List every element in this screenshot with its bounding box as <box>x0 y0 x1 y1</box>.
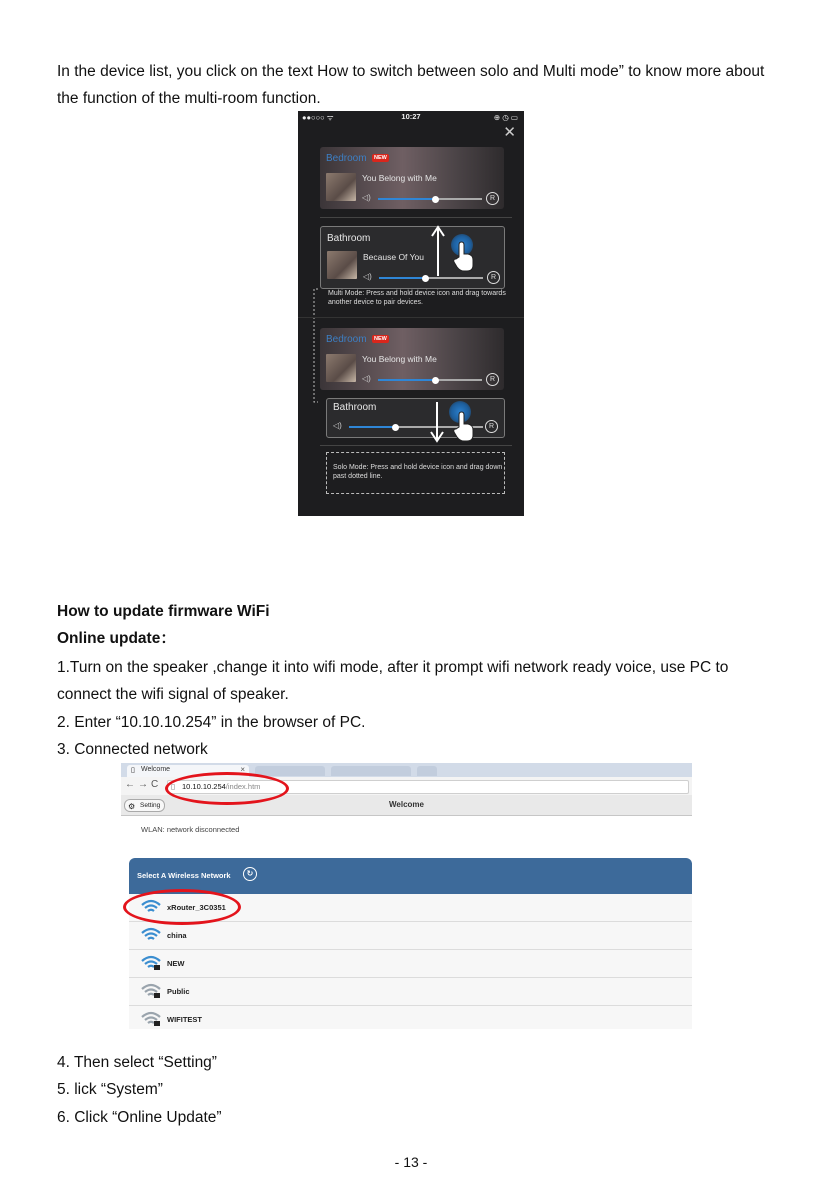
volume-knob[interactable] <box>422 275 429 282</box>
volume-slider[interactable] <box>379 277 483 279</box>
device-name: Bathroom <box>327 233 371 244</box>
url-highlight-ring <box>165 772 289 805</box>
volume-knob[interactable] <box>392 424 399 431</box>
close-tab-icon[interactable]: × <box>240 765 245 774</box>
device-name: Bedroom <box>326 334 367 345</box>
device-card-bathroom-solo[interactable] <box>326 398 505 438</box>
album-thumbnail <box>326 173 356 201</box>
new-tab-button[interactable] <box>417 766 437 776</box>
network-name: NEW <box>167 959 185 968</box>
volume-knob[interactable] <box>432 196 439 203</box>
section-subtitle: Online update： <box>57 630 176 647</box>
battery-icon: ⊕ ◷ ▭ <box>493 113 518 122</box>
hand-pointer-icon <box>452 241 478 273</box>
page-icon: ▯ <box>171 782 176 791</box>
network-row[interactable] <box>129 922 692 950</box>
step-1: 1.Turn on the speaker ,change it into wifi mode, after it prompt wifi network ready voice, use PC to connect the wifi signal of speaker. <box>57 659 729 703</box>
remote-icon[interactable]: R <box>487 271 500 284</box>
volume-slider[interactable] <box>378 379 482 381</box>
network-row[interactable] <box>129 950 692 978</box>
wlan-status: WLAN: network disconnected <box>141 825 240 834</box>
device-card-bedroom-solo[interactable] <box>320 328 504 390</box>
url-text: 10.10.10.254/index.htm <box>182 782 261 791</box>
network-row[interactable] <box>129 1006 692 1029</box>
hand-pointer-icon <box>452 411 478 443</box>
solo-drop-zone <box>326 452 505 494</box>
section-title: How to update firmware WiFi <box>57 603 270 620</box>
multi-mode-hint: Multi Mode: Press and hold device icon and drag towards another device to pair devices. <box>328 290 506 306</box>
dashed-bracket <box>313 288 319 403</box>
new-badge: NEW <box>374 336 387 342</box>
page-number: - 13 - <box>394 1154 428 1170</box>
step-5: 5. lick “System” <box>57 1081 163 1098</box>
divider <box>320 217 512 218</box>
wifi-lock-icon <box>141 955 161 971</box>
section-divider <box>298 317 524 318</box>
step-6: 6. Click “Online Update” <box>57 1109 222 1126</box>
wifi-lock-icon <box>141 983 161 999</box>
volume-knob[interactable] <box>432 377 439 384</box>
gear-icon: ⚙ <box>128 802 136 811</box>
volume-fill <box>379 277 426 279</box>
remote-icon[interactable]: R <box>485 420 498 433</box>
network-name: xRouter_3C0351 <box>167 903 226 912</box>
background-tab[interactable] <box>255 766 325 776</box>
song-title: You Belong with Me <box>362 354 437 364</box>
arrow-up-icon <box>430 225 446 277</box>
wifi-icon <box>141 927 161 943</box>
network-name: Public <box>167 987 190 996</box>
nav-buttons[interactable]: ←→C <box>125 779 162 790</box>
device-card-bedroom[interactable] <box>320 147 504 209</box>
device-name: Bedroom <box>326 153 367 164</box>
step-4: 4. Then select “Setting” <box>57 1054 217 1071</box>
phone-screenshot <box>298 111 524 516</box>
page-icon: ▯ <box>131 767 135 774</box>
refresh-icon[interactable]: ↻ <box>243 867 257 881</box>
network-name: WIFITEST <box>167 1015 202 1024</box>
volume-slider[interactable] <box>378 198 482 200</box>
speaker-icon: ◁) <box>362 193 371 202</box>
speaker-icon: ◁) <box>333 421 342 430</box>
page-title: Welcome <box>389 800 424 809</box>
signal-icon: ●●○○○ ᯤ <box>302 113 334 122</box>
intro-paragraph: In the device list, you click on the text How to switch between solo and Multi mode” to know more about the function of the multi-room function. <box>57 63 765 107</box>
network-highlight-ring <box>123 889 241 925</box>
setting-label: Setting <box>140 802 161 809</box>
song-title: You Belong with Me <box>362 173 437 183</box>
volume-fill <box>378 198 435 200</box>
status-time: 10:27 <box>401 112 421 121</box>
solo-mode-hint: Solo Mode: Press and hold device icon and drag down past dotted line. <box>333 464 503 480</box>
song-title: Because Of You <box>363 252 424 262</box>
album-thumbnail <box>326 354 356 382</box>
network-list-title: Select A Wireless Network <box>137 871 231 880</box>
close-icon[interactable]: ✕ <box>503 124 516 141</box>
network-row[interactable] <box>129 978 692 1006</box>
speaker-icon: ◁) <box>363 272 372 281</box>
arrow-down-icon <box>429 401 445 443</box>
browser-screenshot <box>121 763 692 1029</box>
speaker-icon: ◁) <box>362 374 371 383</box>
divider <box>320 445 512 446</box>
volume-fill <box>378 379 435 381</box>
wifi-lock-icon <box>141 1011 161 1027</box>
tab-title: Welcome <box>141 766 171 773</box>
network-name: china <box>167 931 187 940</box>
new-badge: NEW <box>374 155 387 161</box>
album-thumbnail <box>327 251 357 279</box>
step-2: 2. Enter “10.10.10.254” in the browser of PC. <box>57 714 366 731</box>
network-list-header <box>129 858 692 894</box>
background-tab[interactable] <box>331 766 411 776</box>
status-bar <box>298 111 524 124</box>
step-3: 3. Connected network <box>57 741 208 758</box>
remote-icon[interactable]: R <box>486 373 499 386</box>
volume-fill <box>349 426 396 428</box>
remote-icon[interactable]: R <box>486 192 499 205</box>
device-name: Bathroom <box>333 402 377 413</box>
